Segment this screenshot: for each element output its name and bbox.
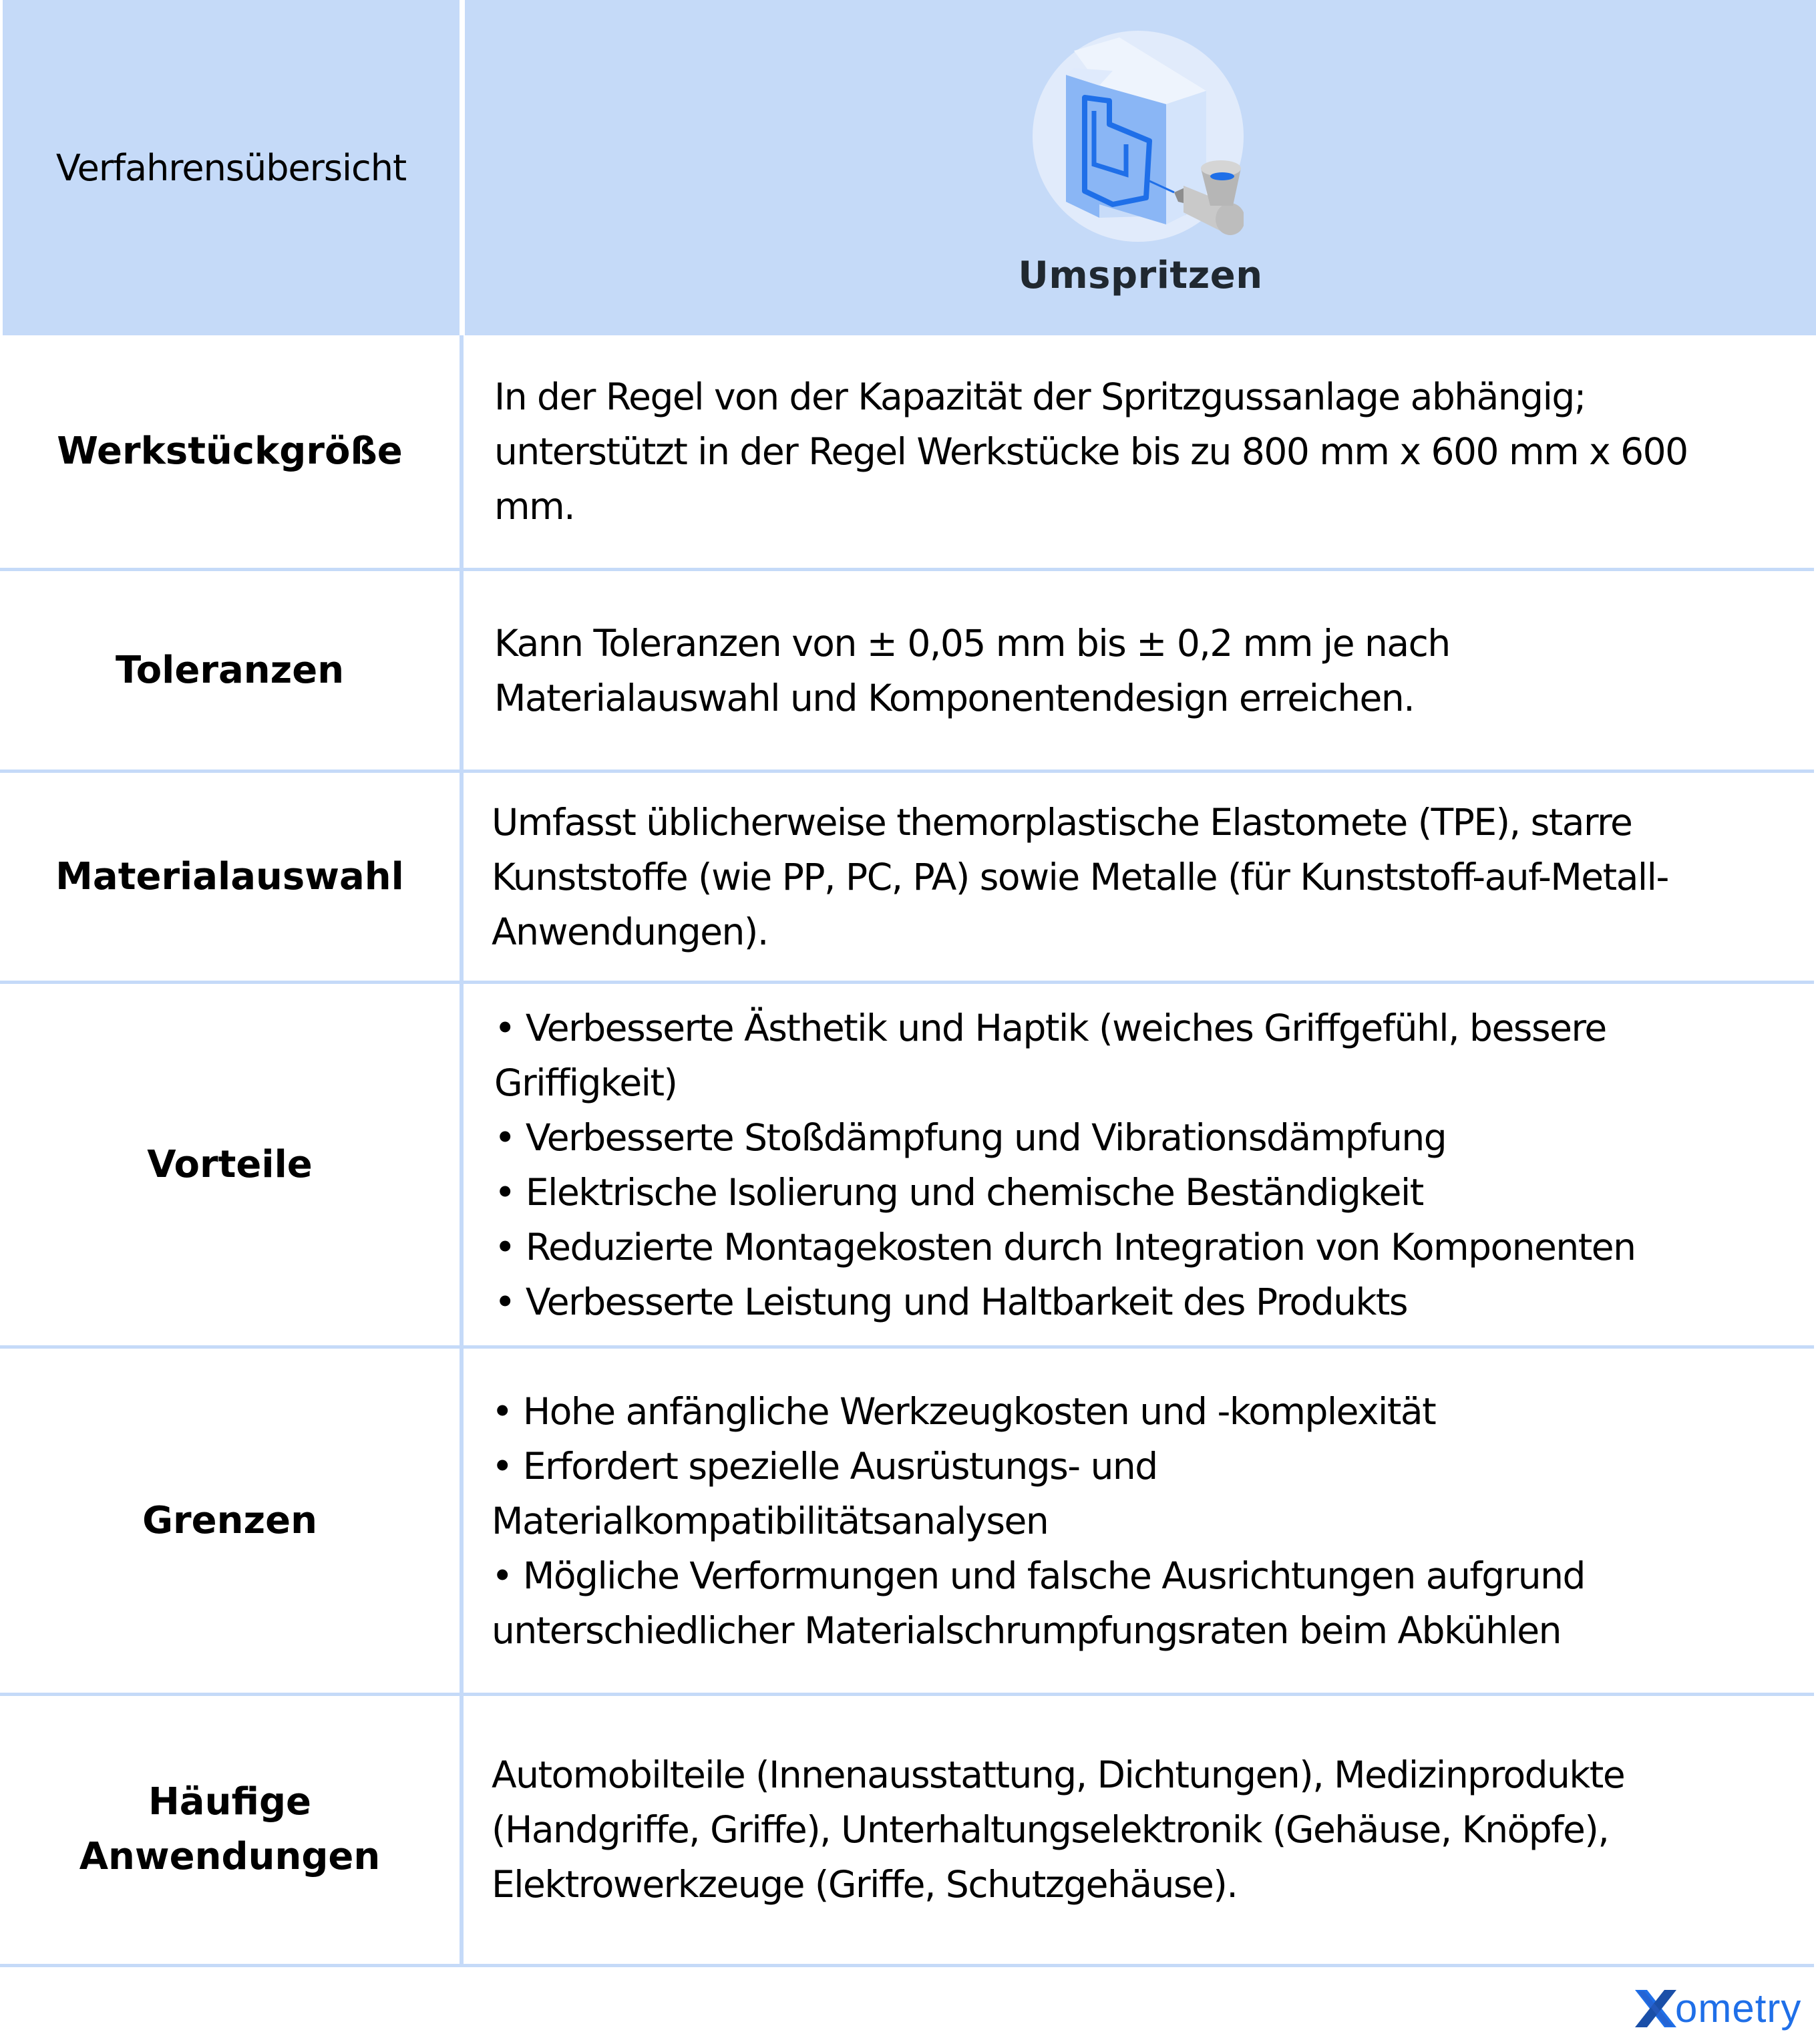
text-line: mm.: [494, 485, 575, 528]
row-label: Grenzen: [142, 1498, 317, 1542]
row-value: [494, 571, 1803, 770]
list-item-continued: Materialkompatibilitätsanalysen: [492, 1499, 1049, 1542]
row-value: [492, 773, 1801, 981]
injection-molding-machine-icon: [1033, 31, 1244, 242]
table-row-vorteile: [0, 984, 1816, 1345]
header-cell-overview: [3, 0, 460, 335]
row-label: [0, 1696, 460, 1963]
list-item-continued: unterschiedlicher Materialschrumpfungsraten beim Abkühlen: [492, 1608, 1561, 1652]
text-line: Automobilteile (Innenausstattung, Dichtungen), Medizinprodukte: [492, 1753, 1625, 1796]
text-line: In der Regel von der Kapazität der Spritzgussanlage abhängig;: [494, 375, 1586, 418]
row-divider: [0, 1964, 1814, 1967]
text-line: Materialauswahl und Komponentendesign erreichen.: [494, 676, 1415, 719]
row-label-line: Häufige: [148, 1780, 312, 1824]
list-item: • Reduzierte Montagekosten durch Integration von Komponenten: [494, 1225, 1636, 1268]
text-line: Kann Toleranzen von ± 0,05 mm bis ± 0,2 mm je nach: [494, 621, 1450, 665]
list-item: • Elektrische Isolierung und chemische Beständigkeit: [494, 1170, 1423, 1214]
list-item: • Erfordert spezielle Ausrüstungs- und: [492, 1444, 1157, 1488]
table-row-werkstueckgroesse: [0, 335, 1816, 568]
xometry-logo: [1634, 1985, 1801, 2031]
row-value: [494, 984, 1803, 1345]
table-row-materialauswahl: [0, 773, 1816, 981]
row-value: [494, 335, 1803, 568]
text-line: unterstützt in der Regel Werkstücke bis zu 800 mm x 600 mm x 600: [494, 430, 1688, 473]
list-item: • Hohe anfängliche Werkzeugkosten und -komplexität: [492, 1389, 1436, 1433]
list-item: • Verbesserte Stoßdämpfung und Vibrationsdämpfung: [494, 1116, 1447, 1159]
text-line: (Handgriffe, Griffe), Unterhaltungselektronik (Gehäuse, Knöpfe),: [492, 1808, 1609, 1851]
list-item: • Mögliche Verformungen und falsche Ausrichtungen aufgrund: [492, 1554, 1585, 1597]
row-label-line: Anwendungen: [79, 1835, 381, 1878]
table-row-grenzen: [0, 1349, 1816, 1693]
list-item-continued: Griffigkeit): [494, 1061, 677, 1104]
overview-label: Verfahrensübersicht: [55, 146, 407, 189]
row-value: [492, 1349, 1801, 1693]
row-value: [492, 1696, 1801, 1963]
xometry-x-icon: [1634, 1989, 1678, 2029]
row-label: Werkstückgröße: [57, 430, 403, 473]
header-divider: [460, 0, 465, 335]
text-line: Anwendungen).: [492, 910, 768, 953]
text-line: Kunststoffe (wie PP, PC, PA) sowie Metalle (für Kunststoff-auf-Metall-: [492, 855, 1668, 898]
row-label: Materialauswahl: [55, 854, 404, 898]
text-line: Umfasst üblicherweise themorplastische Elastomete (TPE), starre: [492, 800, 1632, 844]
row-label: Vorteile: [147, 1142, 313, 1186]
brand-name: ometry: [1675, 1986, 1802, 2031]
list-item: • Verbesserte Leistung und Haltbarkeit des Produkts: [494, 1280, 1408, 1323]
table-row-toleranzen: [0, 571, 1816, 770]
list-item: • Verbesserte Ästhetik und Haptik (weiches Griffgefühl, bessere: [494, 1006, 1606, 1049]
row-label: Toleranzen: [115, 648, 345, 692]
text-line: Elektrowerkzeuge (Griffe, Schutzgehäuse).: [492, 1863, 1238, 1906]
table-row-haeufige-anwendungen: [0, 1696, 1816, 1963]
process-name: Umspritzen: [1018, 254, 1263, 297]
